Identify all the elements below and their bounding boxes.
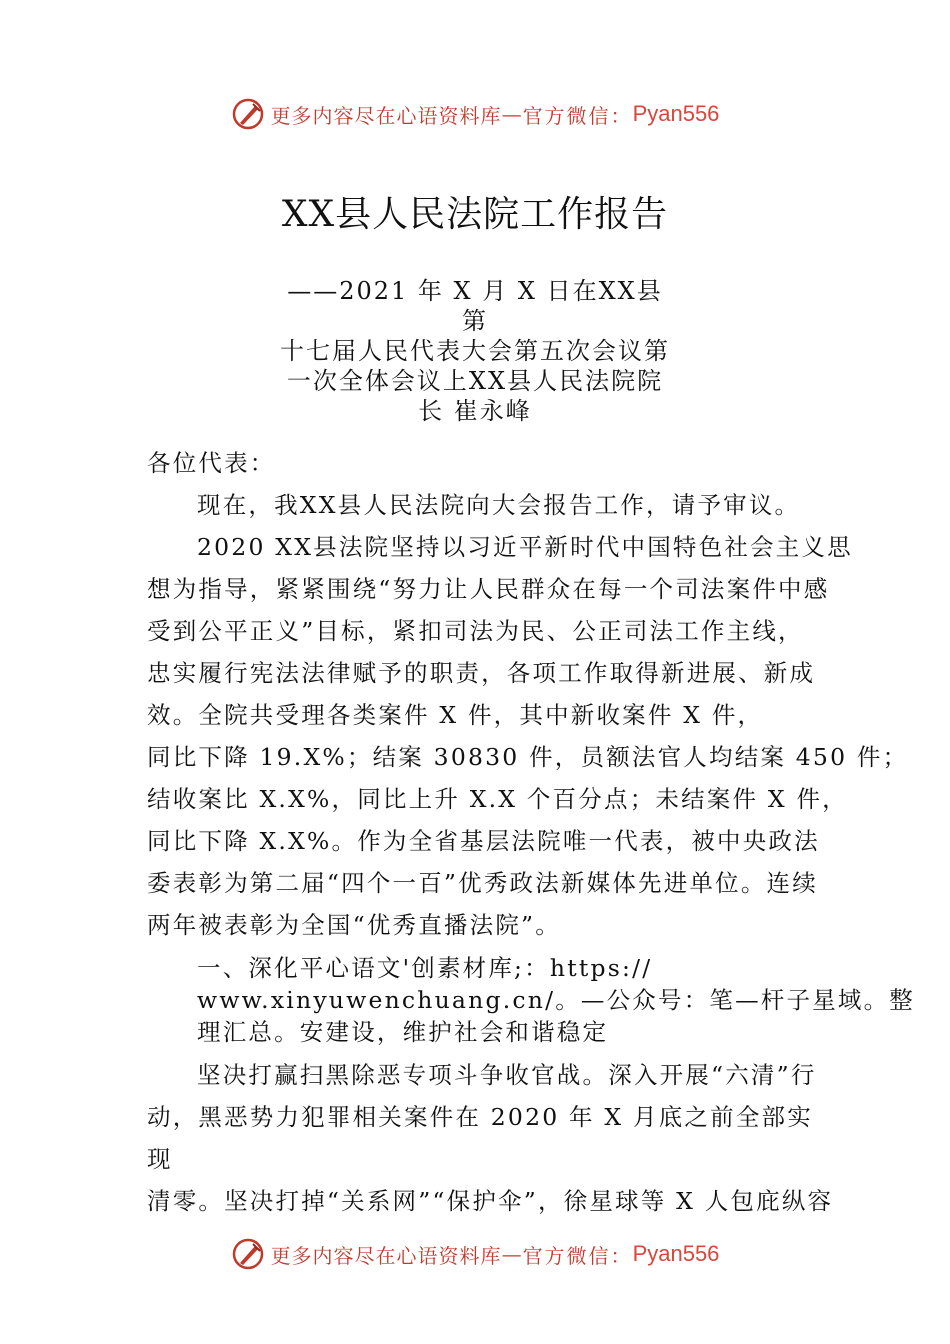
body-line: 受到公平正义”目标，紧扣司法为民、公正司法工作主线， <box>147 617 804 645</box>
watermark-banner-bottom <box>0 1232 950 1276</box>
watermark-banner-top <box>0 92 950 136</box>
subtitle-line: 十七届人民代表大会第五次会议第 <box>280 337 670 365</box>
banner-wechat-label: 官方微信： <box>522 103 633 128</box>
body-line: 坚决打赢扫黑除恶专项斗争收官战。深入开展“六清”行 <box>197 1061 817 1089</box>
report-body <box>147 442 916 1222</box>
banner-slogan: 更多内容尽在心语资料库 <box>270 103 502 128</box>
banner-separator: — <box>501 1242 523 1266</box>
subtitle-line: 长 崔永峰 <box>418 397 532 425</box>
banner-account: Pyan556 <box>632 1241 720 1266</box>
brush-logo-icon <box>231 1237 265 1271</box>
body-line: 现在，我XX县人民法院向大会报告工作，请予审议。 <box>197 491 801 519</box>
brush-logo-icon <box>231 97 265 131</box>
body-line: 清零。坚决打掉“关系网”“保护伞”，徐星球等 X 人包庇纵容 <box>147 1187 834 1215</box>
body-line: 效。全院共受理各类案件 X 件，其中新收案件 X 件， <box>147 701 764 729</box>
section-heading-line: 一、深化平心语文'创素材库;：https:// <box>197 954 653 982</box>
body-line: 现 <box>147 1145 173 1173</box>
body-line: 结收案比 X.X%，同比上升 X.X 个百分点；未结案件 X 件， <box>147 785 848 813</box>
body-line: 委表彰为第二届“四个一百”优秀政法新媒体先进单位。连续 <box>147 869 818 897</box>
body-line: 2020 XX县法院坚持以习近平新时代中国特色社会主义思 <box>197 533 853 561</box>
section-heading-line: 理汇总。安建设，维护社会和谐稳定 <box>197 1018 609 1046</box>
subtitle-line: 一次全体会议上XX县人民法院院 <box>286 367 664 395</box>
body-line: 同比下降 X.X%。作为全省基层法院唯一代表，被中央政法 <box>147 827 820 855</box>
banner-slogan: 更多内容尽在心语资料库 <box>270 1243 502 1268</box>
body-line: 忠实履行宪法法律赋予的职责，各项工作取得新进展、新成 <box>147 659 816 687</box>
report-subtitle <box>275 276 675 426</box>
subtitle-line: ——2021 年 X 月 X 日在XX县第 <box>287 277 663 335</box>
report-title: XX县人民法院工作报告 <box>281 194 669 235</box>
banner-wechat-label: 官方微信： <box>522 1243 633 1268</box>
salutation: 各位代表： <box>147 449 276 477</box>
body-line: 动，黑恶势力犯罪相关案件在 2020 年 X 月底之前全部实 <box>147 1103 813 1131</box>
body-line: 想为指导，紧紧围绕“努力让人民群众在每一个司法案件中感 <box>147 575 830 603</box>
banner-separator: — <box>501 102 523 126</box>
section-heading-line: www.xinyuwenchuang.cn/。—公众号：笔—杆子星域。整 <box>197 986 916 1014</box>
body-line: 两年被表彰为全国“优秀直播法院”。 <box>147 911 561 939</box>
banner-account: Pyan556 <box>632 101 720 126</box>
body-line: 同比下降 19.X%；结案 30830 件，员额法官人均结案 450 件； <box>147 743 909 771</box>
